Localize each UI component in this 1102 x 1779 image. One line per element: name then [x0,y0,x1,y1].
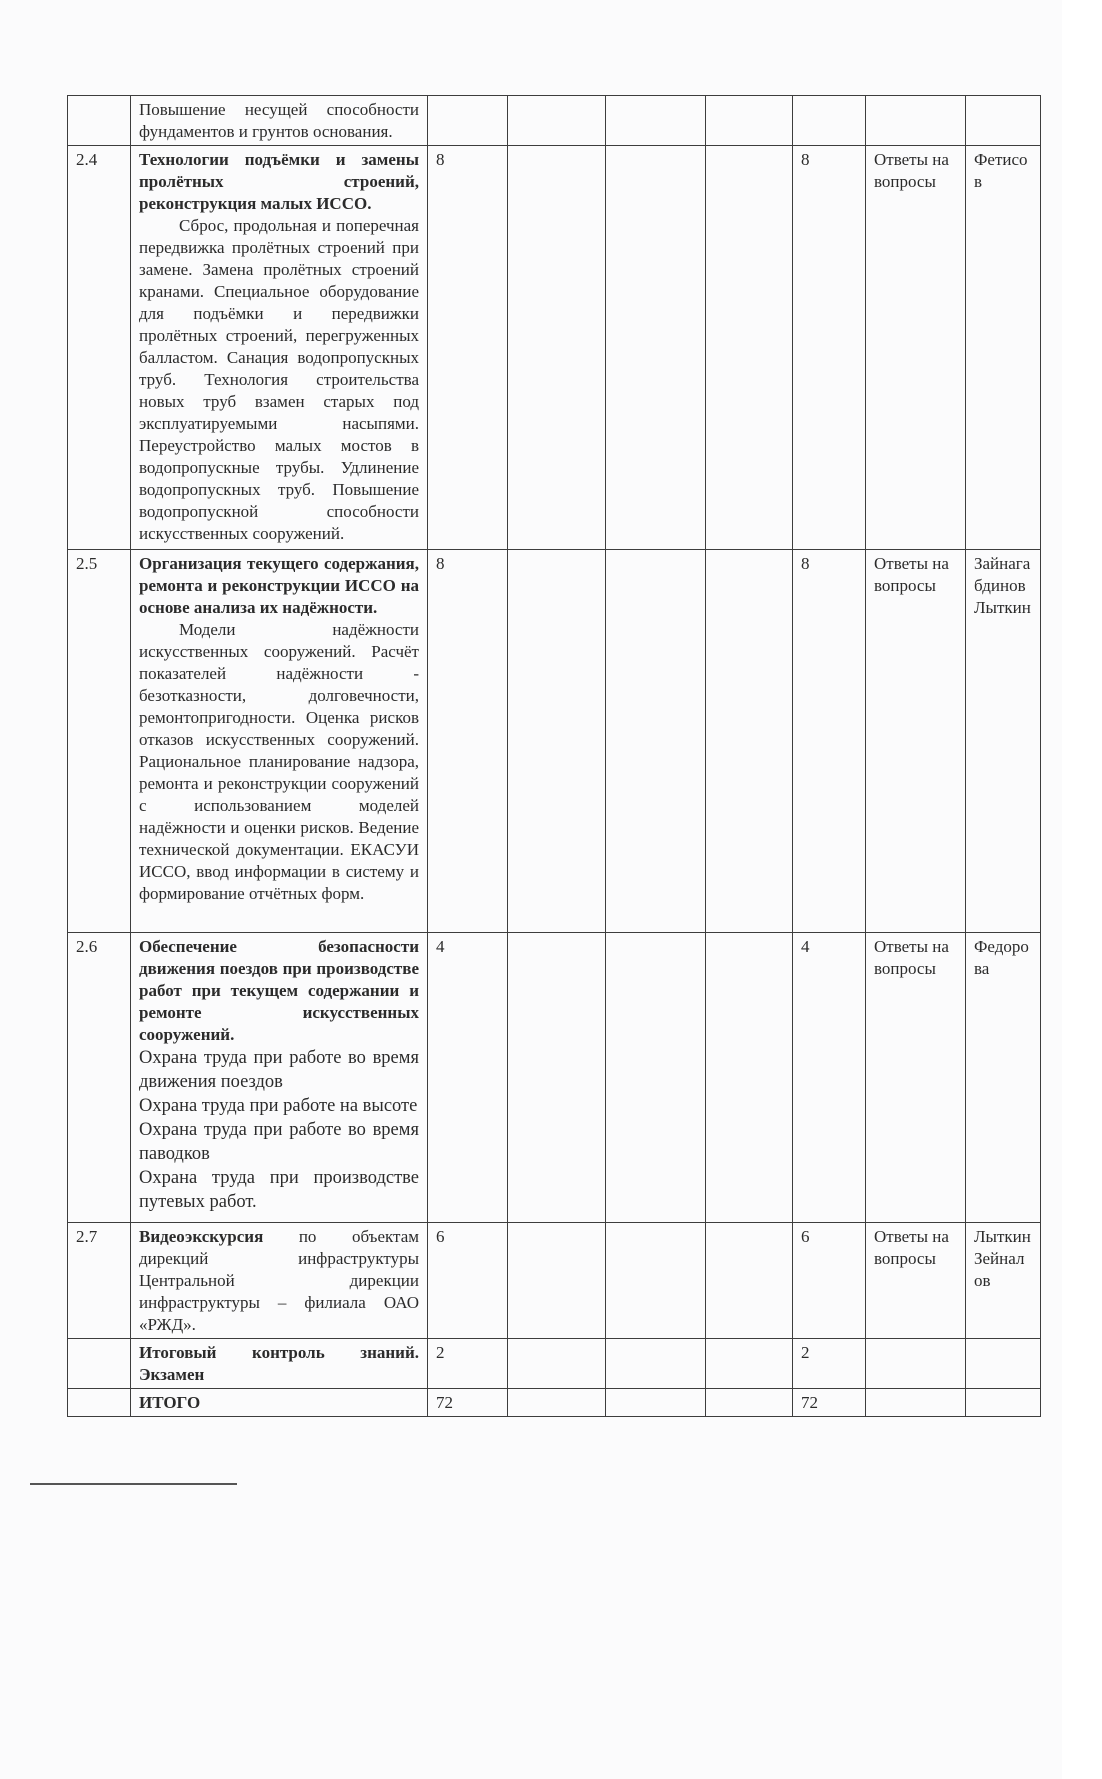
control-form: Ответы на вопросы [866,1223,966,1339]
table-row [68,1339,1041,1389]
row-number: 2.7 [68,1223,131,1339]
topic-cell [131,933,428,1223]
footnote-divider [30,1483,237,1485]
table-row [68,550,1041,933]
teacher-name: Фетисов [966,146,1041,550]
control-form: Ответы на вопросы [866,146,966,550]
topic-cell [131,146,428,550]
hours-selfstudy: 4 [793,933,866,1223]
hours-total: 8 [428,550,508,933]
table-row [68,1389,1041,1417]
hours-selfstudy: 6 [793,1223,866,1339]
hours-selfstudy: 8 [793,550,866,933]
table-row [68,1223,1041,1339]
hours-total: 2 [428,1339,508,1389]
control-form: Ответы на вопросы [866,933,966,1223]
exam-label: Итоговый контроль знаний. Экзамен [131,1339,428,1389]
hours-total: 8 [428,146,508,550]
topic-description: Повышение несущей способности фундаментов и грунтов основания. [139,100,419,141]
row-number [68,96,131,146]
hours-selfstudy: 2 [793,1339,866,1389]
hours-total: 4 [428,933,508,1223]
topic-item: Охрана труда при работе во время движения поездов [139,1048,419,1092]
hours-selfstudy: 72 [793,1389,866,1417]
topic-title: Технологии подъёмки и замены пролётных строений, реконструкция малых ИССО. [139,150,419,213]
topic-item: Охрана труда при работе во время паводков [139,1120,419,1164]
topic-cell [131,1223,428,1339]
teacher-name: Федорова [966,933,1041,1223]
topic-description: Модели надёжности искусственных сооружений. Расчёт показателей надёжности - безотказности, долговечности, ремонтопригодности. Оценка рисков отказов искусственных сооружений. Рациональное планирование надзора, ремонта и реконструкции сооружений с использованием моделей надёжности и оценки рисков. Ведение технической документации. ЕКАСУИ ИССО, ввод информации в систему и формирование отчётных форм. [139,620,419,903]
topic-title: Обеспечение безопасности движения поездов при производстве работ при текущем содержании и ремонте искусственных сооружений. [139,937,419,1044]
table-row [68,146,1041,550]
hours-selfstudy: 8 [793,146,866,550]
topic-item: Охрана труда при производстве путевых работ. [139,1168,419,1212]
topic-cell [131,550,428,933]
topic-description: Сброс, продольная и поперечная передвижка пролётных строений при замене. Замена пролётных строений кранами. Специальное оборудование для подъёмки и передвижки пролётных строений, перегруженных балластом. Санация водопропускных труб. Технология строительства новых труб взамен старых под эксплуатируемыми насыпями. Переустройство малых мостов в водопропускные трубы. Удлинение водопропускных труб. Повышение водопропускной способности искусственных сооружений. [139,216,419,543]
row-number: 2.5 [68,550,131,933]
control-form: Ответы на вопросы [866,550,966,933]
topic-item: Охрана труда при работе на высоте [139,1096,418,1116]
row-number: 2.6 [68,933,131,1223]
curriculum-table [67,95,1041,1417]
hours-total: 6 [428,1223,508,1339]
topic-title: Организация текущего содержания, ремонта и реконструкции ИССО на основе анализа их надёжности. [139,554,419,617]
grand-total-label: ИТОГО [131,1389,428,1417]
table-row [68,933,1041,1223]
topic-cell [131,96,428,146]
hours-total: 72 [428,1389,508,1417]
teacher-name: Зайнагабдинов Лыткин [966,550,1041,933]
row-number: 2.4 [68,146,131,550]
page-edge [1062,0,1102,1779]
topic-title: Видеоэкскурсия [139,1227,264,1246]
table-row [68,96,1041,146]
topic-description: по объектам дирекций инфраструктуры Центральной дирекции инфраструктуры – филиала ОАО «РЖД». [139,1227,419,1334]
teacher-name: Лыткин Зейналов [966,1223,1041,1339]
